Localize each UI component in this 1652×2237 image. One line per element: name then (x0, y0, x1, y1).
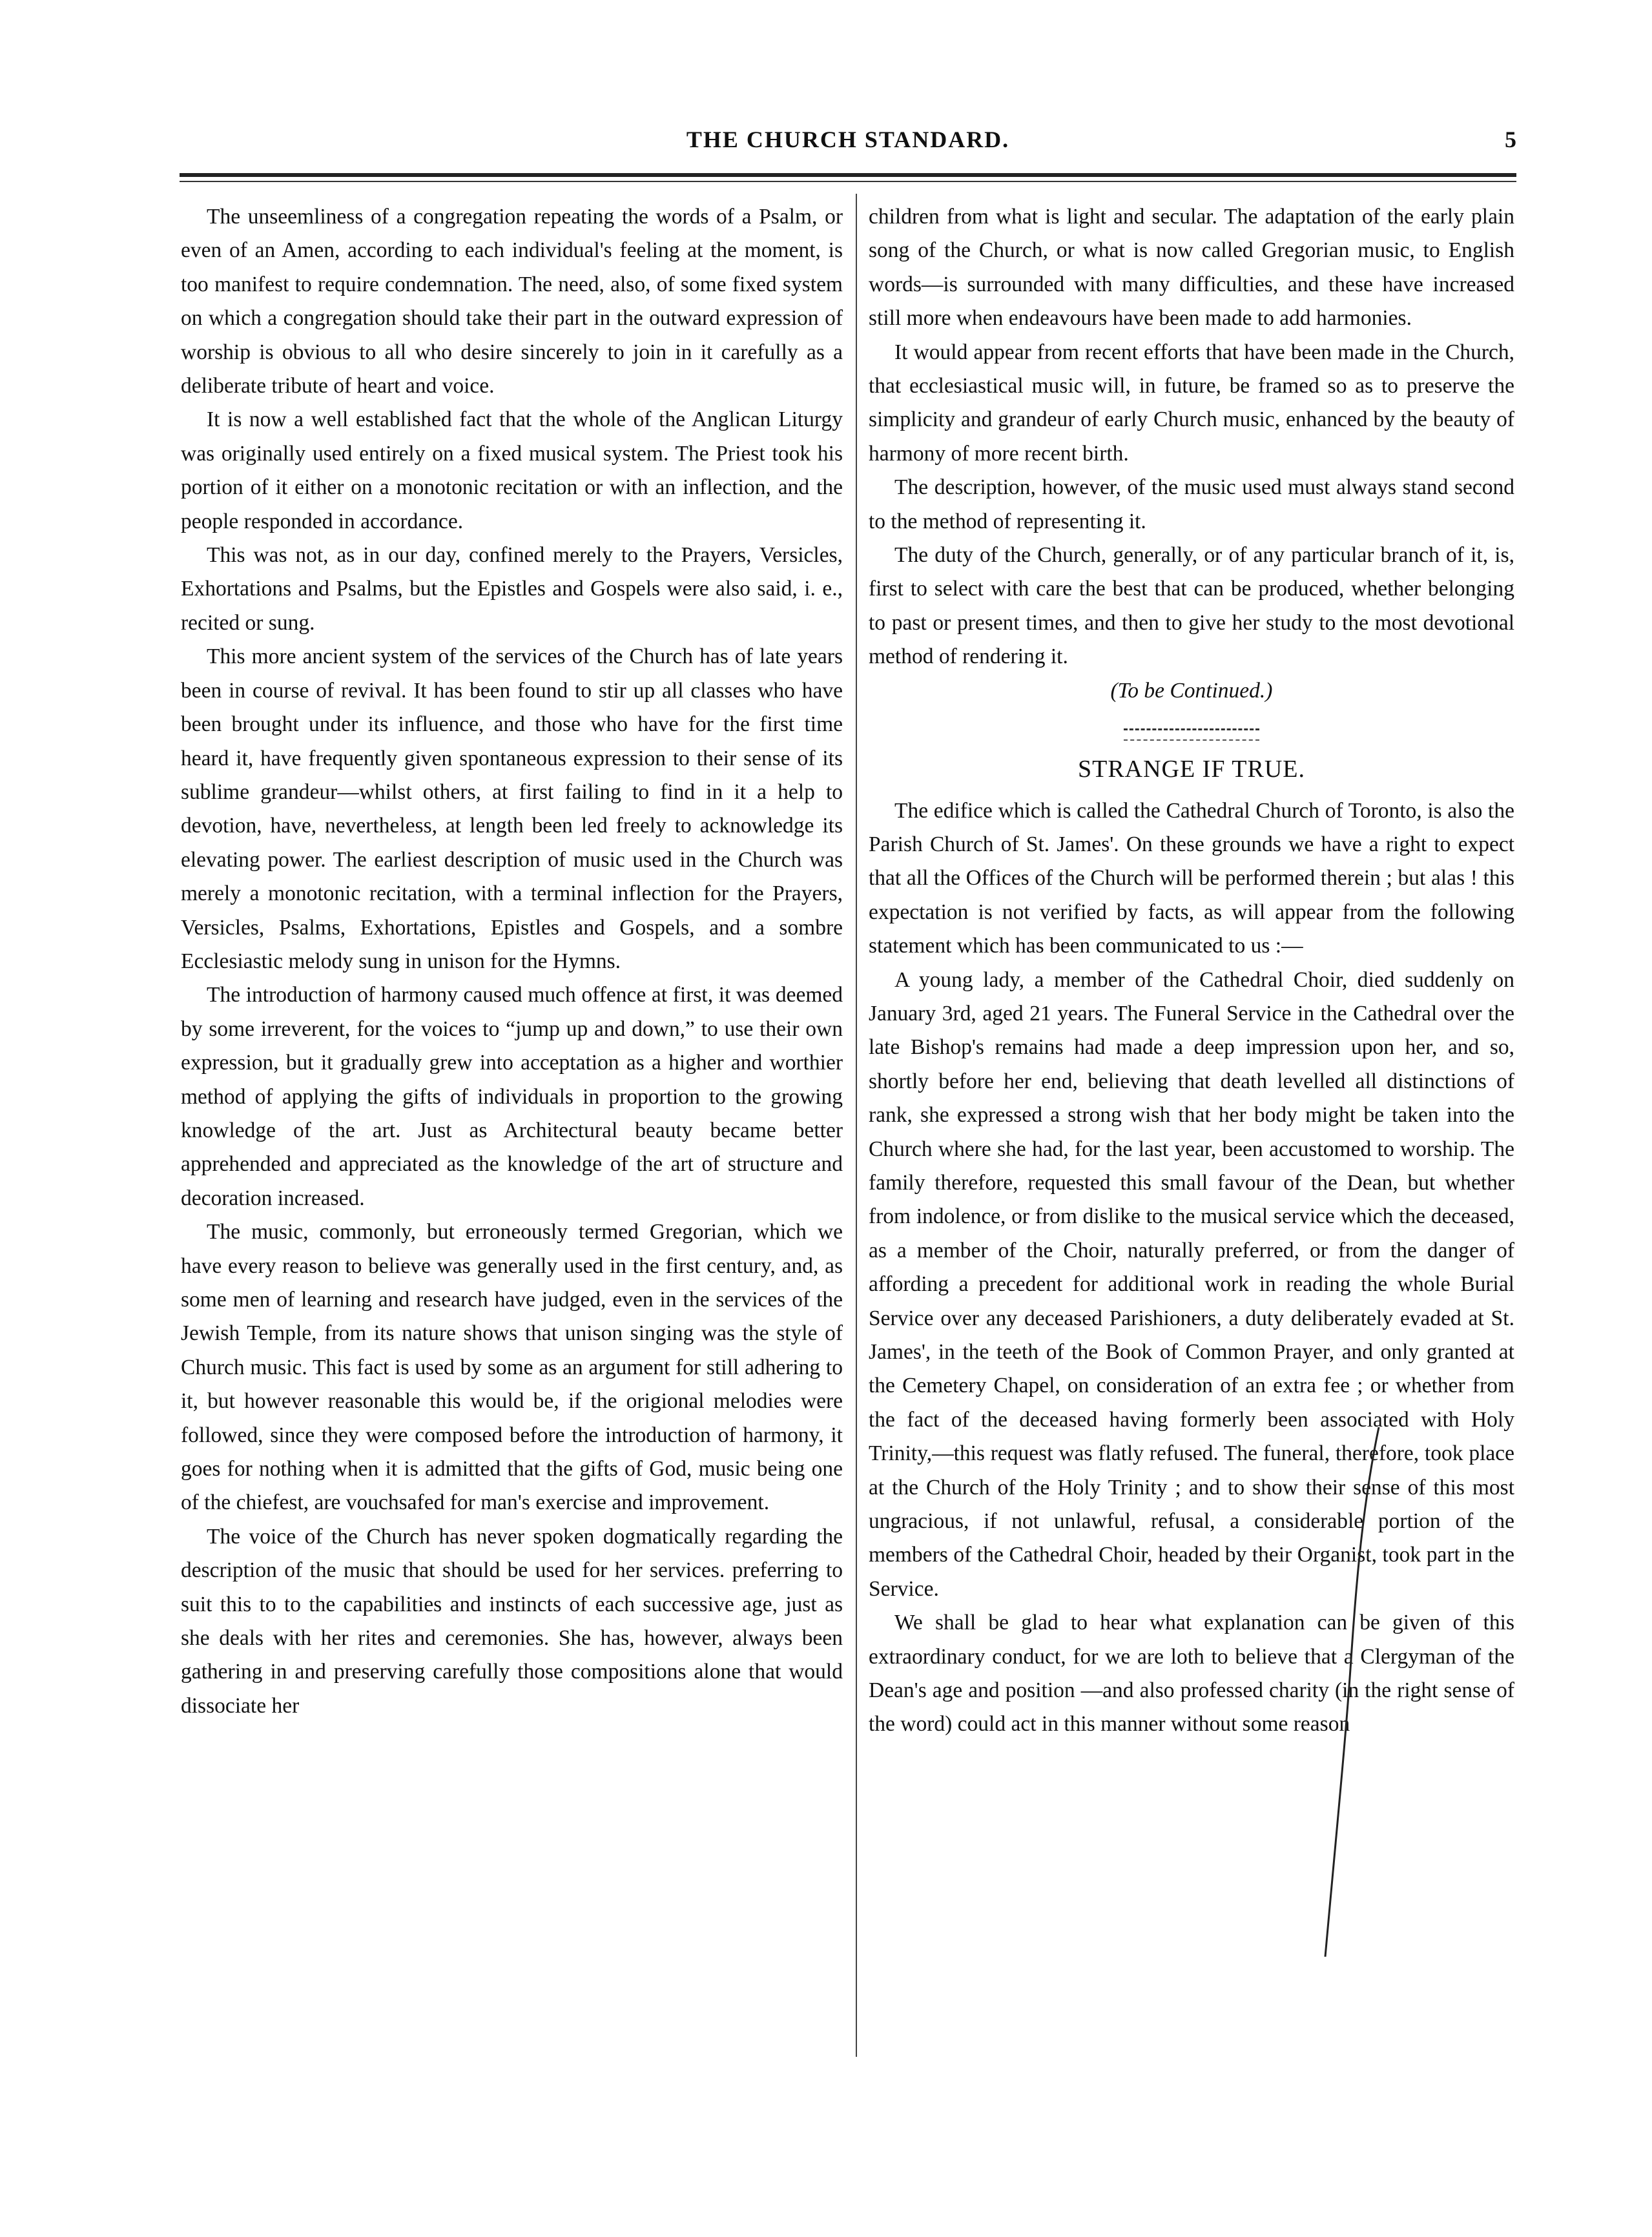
section-title: STRANGE IF TRUE. (1077, 756, 1306, 783)
paragraph: This was not, as in our day, confined merely to the Prayers, Versicles, Exhortations and Psalms, but the Epistles and Gospels were also said, i. e., recited or sung. (181, 543, 843, 635)
page-header (180, 126, 1516, 165)
paragraph: The music, commonly, but erroneously termed Gregorian, which we have every reason to believe was generally used in the first century, and, as some men of learning and research have judged, even in the services of the Jewish Temple, from its nature shows that unison singing was the style of Church music. This fact is used by some as an argument for still adhering to it, but however reasonable this would be, if the origional melodies were followed, since they were composed before the introduction of harmony, it goes for nothing when it is admitted that the gifts of God, music being one of the chiefest, are vouchsafed for man's exercise and improvement. (181, 1220, 843, 1515)
paragraph: The edifice which is called the Cathedral Church of Toronto, is also the Parish Church of St. James'. On these grounds we have a right to expect that all the Offices of the Church will be performed therein ; but alas ! this expectation is not verified by facts, as will appear from the following statement which has been communicated to us :— (869, 798, 1514, 958)
section-ornament (1124, 728, 1259, 741)
paragraph: The introduction of harmony caused much offence at first, it was deemed by some irreverent, for the voices to “jump up and down,” to use their own expression, but it gradually grew into acceptation as a higher and worthier method of applying the gifts of individuals in proportion to the growing knowledge of the art. Just as Architectural beauty became better apprehended and appreciated as the knowledge of the art of structure and decoration increased. (181, 983, 843, 1210)
paragraph: The unseemliness of a congregation repeating the words of a Psalm, or even of an Amen, according to each individual's feeling at the moment, is too manifest to require condemnation. The need, also, of some fixed system on which a congregation should take their part in the outward expression of worship is obvious to all who desire sincerely to join in it carefully as a deliberate tribute of heart and voice. (181, 205, 843, 398)
header-rule (180, 173, 1516, 177)
paragraph: We shall be glad to hear what explanation can be given of this extraordinary conduct, for we are loth to believe that a Clergyman of the Dean's age and position —and also professed charity (in the right sense of the word) could act in this manner without some reason (869, 1611, 1514, 1737)
paragraph: It would appear from recent efforts that have been made in the Church, that ecclesiastical music will, in future, be framed so as to preserve the simplicity and grandeur of early Church music, enhanced by the beauty of harmony of more recent birth. (869, 340, 1514, 466)
running-title: THE CHURCH STANDARD. (686, 127, 1010, 152)
header-rule-thin (180, 181, 1516, 182)
paragraph: The duty of the Church, generally, or of any particular branch of it, is, first to select with care the best that can be produced, whether belonging to past or present times, and then to give her study to the most devotional method of rendering it. (869, 543, 1514, 669)
handwritten-margin-stroke (1317, 1427, 1395, 1957)
paragraph: It is now a well established fact that the whole of the Anglican Liturgy was originally used entirely on a fixed musical system. The Priest took his portion of it either on a monotonic recitation or with an inflection, and the people responded in accordance. (181, 407, 843, 533)
paragraph: The voice of the Church has never spoken dogmatically regarding the description of the music that should be used for her services. preferring to suit this to to the capabilities and instincts of each successive age, just as she deals with her rites and ceremonies. She has, however, always been gathering in and preserving carefully those compositions alone that would dissociate her (181, 1524, 843, 1718)
paragraph: A young lady, a member of the Cathedral Choir, died suddenly on January 3rd, aged 21 years. The Funeral Service in the Cathedral over the late Bishop's remains had made a deep impression upon her, and so, shortly before her end, believing that death levelled all distinctions of rank, she expressed a strong wish that her body might be taken into the Church where she had, for the last year, been accustomed to worship. The family therefore, requested this small favour of the Dean, but whether from indolence, or from dislike to the musical service which the deceased, as a member of the Choir, naturally preferred, or from the danger of affording a precedent for additional work in reading the whole Burial Service over any deceased Parishioners, a duty deliberately evaded at St. James', in the teeth of the Book of Common Prayer, and only granted at the Cemetery Chapel, on consideration of an extra fee ; or whether from the fact of the deceased having formerly been associated with Holy Trinity,—this request was flatly refused. The funeral, therefore, took place at the Church of the Holy Trinity ; and to show their sense of this most ungracious, if not unlawful, refusal, a considerable portion of the members of the Cathedral Choir, headed by their Organist, took part in the Service. (869, 967, 1514, 1601)
paragraph: This more ancient system of the services of the Church has of late years been in course of revival. It has been found to stir up all classes who have been brought under its influence, and those who have for the first time heard it, have frequently given spontaneous expression to their sense of its sublime grandeur—whilst others, at first failing to find in it a help to devotion, have, nevertheless, at length been led freely to acknowledge its elevating power. The earliest description of music used in the Church was merely a monotonic recitation, with a terminal inflection for the Prayers, Versicles, Psalms, Exhortations, Epistles and Gospels, and a sombre Ecclesiastic melody sung in unison for the Hymns. (181, 644, 843, 973)
paragraph: The description, however, of the music used must always stand second to the method of representing it. (869, 475, 1514, 533)
paragraph: children from what is light and secular. The adaptation of the early plain song of the Church, or what is now called Gregorian music, to English words—is surrounded with many difficulties, and these have increased still more when endeavours have been made to add harmonies. (869, 205, 1514, 331)
column-divider (856, 194, 857, 2057)
right-column (869, 200, 1514, 2060)
left-column (181, 200, 843, 2060)
continued-note: (To be Continued.) (1110, 678, 1273, 703)
page-number: 5 (1505, 127, 1516, 152)
